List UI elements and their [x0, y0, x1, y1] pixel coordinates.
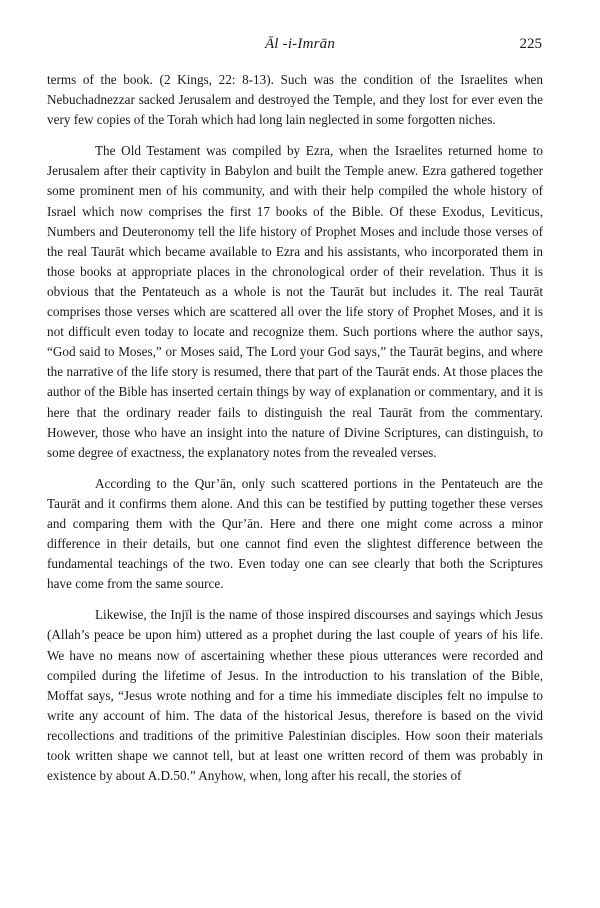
paragraph-2: The Old Testament was compiled by Ezra, when the Israelites returned home to Jerusalem after their captivity in Babylon and built the Temple anew. Ezra gathered together some prominent men of his community, and with their help compiled the whole history of Israel which now comprises the first 17 books of the Bible. Of these Exodus, Leviticus, Numbers and Deuteronomy tell the life history of Prophet Moses and include those verses of the real Taurāt which became available to Ezra and his assistants, who incorporated them in those books at appropriate places in the chronological order of their revelation. Thus it is obvious that the Pentateuch as a whole is not the Taurāt but includes it. The real Taurāt comprises those verses which are scattered all over the life story of Prophet Moses, and it is not difficult even today to locate and recognize them. Such portions where the author says, “God said to Moses,” or Moses said, The Lord your God says,” the Taurāt begins, and where the narrative of the life story is resumed, there that part of the Taurāt ends. At those places the author of the Bible has inserted certain things by way of explanation or commentary, and it is here that the ordinary reader fails to distinguish the real Taurāt from the commentary. However, those who have an insight into the nature of Divine Scriptures, can distinguish, to some degree of exactness, the explanatory notes from the revealed verses.: [47, 143, 543, 460]
paragraph-3: According to the Qur’ān, only such scattered portions in the Pentateuch are the Taurāt and it confirms them alone. And this can be testified by putting together these verses and comparing them with the Qur’ān. Here and there one might come across a minor difference in their details, but one cannot find even the slightest difference between the fundamental teachings of the two. Even today one can see clearly that both the Scriptures have come from the same source.: [47, 475, 543, 592]
paragraph-4: Likewise, the Injīl is the name of those inspired discourses and sayings which Jesus (Allah’s peace be upon him) uttered as a prophet during the last couple of years of his life. We have no means now of ascertaining whether these pious utterances were recorded and compiled during the lifetime of Jesus. In the introduction to his translation of the Bible, Moffat says, “Jesus wrote nothing and for a time his immediate disciples felt no impulse to write any account of him. The data of the historical Jesus, therefore is based on the vivid recollections and traditions of the primitive Palestinian disciples. How soon their materials took written shape we cannot tell, but at least one written record of them was probably in existence by about A.D.50.” Anyhow, when, long after his recall, the stories of: [47, 607, 543, 784]
running-title: Āl -i-Imrān: [264, 36, 336, 52]
running-header: [0, 36, 600, 56]
body-text: [47, 70, 543, 786]
page-number: 225: [519, 36, 542, 52]
paragraph-1: terms of the book. (2 Kings, 22: 8-13). Such was the condition of the Israelites when Nebuchadnezzar sacked Jerusalem and destroyed the Temple, and they lost for ever even the very few copies of the Torah which had long lain neglected in some forgotten niches.: [47, 72, 543, 128]
